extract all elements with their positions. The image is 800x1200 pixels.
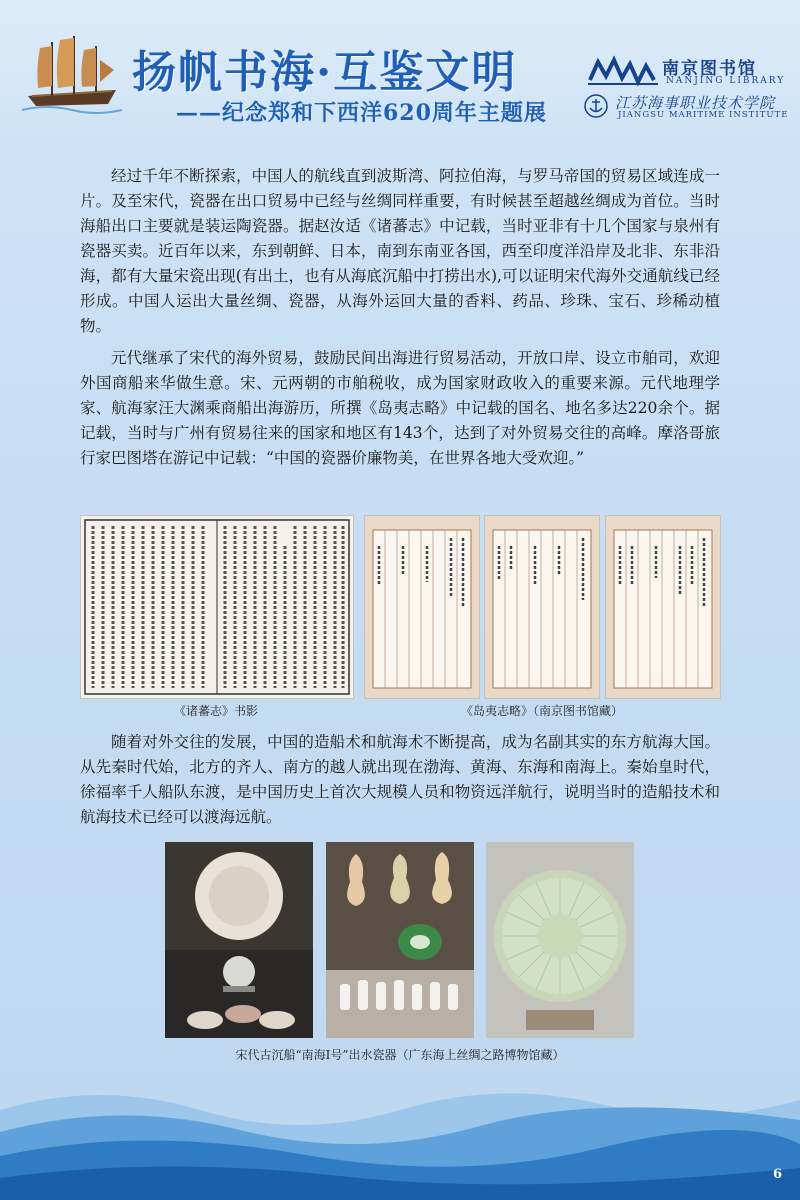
page-title: 扬帆书海·互鉴文明: [132, 47, 518, 98]
zhufanzhi-caption: 《诸蕃志》书影: [173, 704, 258, 718]
nanjing-library-english: NANJING LIBRARY: [666, 76, 786, 86]
body-paragraph-3: 随着对外交往的发展，中国的造船术和航海术不断提高，成为名副其实的东方航海大国。从先秦时代始，北方的齐人、南方的越人就出现在渤海、黄海、东海和南海上。秦始皇时代，徐福率千人船队东渡，是中国历史上首次大规模人员和物资远洋航行，说明当时的造船技术和航海技术已经可以渡海远航。: [80, 733, 720, 826]
daoyi-page-image-3: [605, 515, 721, 699]
body-paragraph-2: 元代继承了宋代的海外贸易，鼓励民间出海进行贸易活动，开放口岸、设立市舶司，欢迎外国商船来华做生意。宋、元两朝的市舶税收，成为国家财政收入的重要来源。元代地理学家、航海家汪大渊乘商船出海游历，所撰《岛夷志略》中记载的国名、地名多达220余个。据记载，当时与广州有贸易往来的国家和地区有143个，达到了对外贸易交往的高峰。摩洛哥旅行家巴图塔在游记中记载：“中国的瓷器价廉物美，在世界各地大受欢迎。”: [80, 349, 720, 467]
nanjing-library-name: 南京图书馆: [662, 59, 757, 79]
body-paragraph-1: 经过千年不断探索，中国人的航线直到波斯湾、阿拉伯海，与罗马帝国的贸易区域连成一片。及至宋代，瓷器在出口贸易中已经与丝绸同样重要，有时候甚至超越丝绸成为首位。当时海船出口主要就是装运陶瓷器。据赵汝适《诸蕃志》中记载，当时亚非有十几个国家与泉州有瓷器买卖。近百年以来，东到朝鲜、日本，南到东南亚各国，西至印度洋沿岸及北非、东非沿海，都有大量宋瓷出现(有出土，也有从海底沉船中打捞出水),可以证明宋代海外交通航线已经形成。中国人运出大量丝绸、瓷器，从海外运回大量的香料、药品、珍珠、宝石、珍稀动植物。: [80, 167, 720, 335]
page-number: 6: [772, 1167, 782, 1182]
ceramic-vessels-photo: [326, 842, 474, 1038]
footer-wave-decoration: [0, 1060, 800, 1200]
ceramic-plate-photo: [165, 842, 313, 1038]
celadon-plate-photo: [486, 842, 634, 1038]
daoyi-page-image-1: [364, 515, 480, 699]
zhufanzhi-book-image: [80, 515, 354, 699]
ceramics-caption: 宋代古沉船“南海Ⅰ号”出水瓷器（广东海上丝绸之路博物馆藏）: [235, 1048, 565, 1062]
page-header: [0, 0, 800, 140]
page-subtitle: ——纪念郑和下西洋620周年主题展: [176, 100, 547, 126]
book-page-illustration: [81, 516, 353, 698]
maritime-institute-english: JIANGSU MARITIME INSTITUTE: [618, 110, 789, 120]
daoyi-caption: 《岛夷志略》（南京图书馆藏）: [460, 704, 623, 718]
maritime-institute-emblem-icon: [584, 94, 608, 118]
daoyi-page-image-2: [484, 515, 600, 699]
sailing-ship-icon: [22, 30, 122, 120]
maritime-institute-name: 江苏海事职业技术学院: [615, 94, 776, 112]
